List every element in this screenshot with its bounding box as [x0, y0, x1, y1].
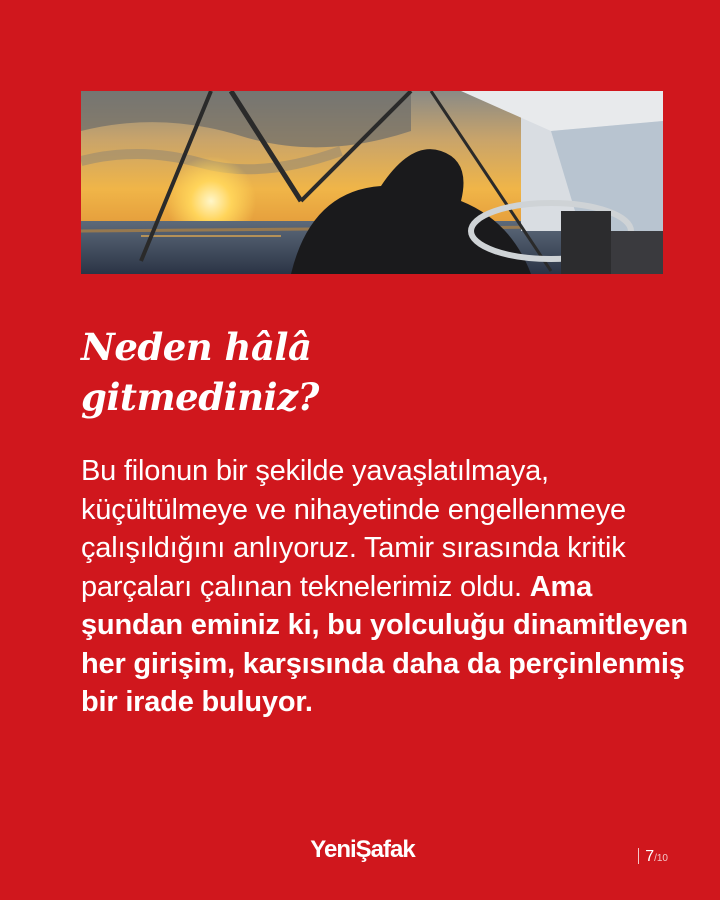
body-normal-text: Bu filonun bir şekilde yavaşlatılmaya, küçültülmeye ve nihayetinde engellenmeye çalışıldığını anlıyoruz. Tamir sırasında kritik parçaları çalınan teknelerimiz oldu.	[81, 455, 626, 603]
page-indicator	[638, 848, 668, 866]
page-total: /10	[654, 853, 668, 864]
body-paragraph	[81, 452, 696, 722]
brand-logo: YeniŞafak	[310, 836, 415, 863]
headline	[81, 322, 641, 422]
body-bold-text: Ama şundan eminiz ki, bu yolculuğu dinamitleyen her girişim, karşısında daha da perçinlenmiş bir irade buluyor.	[81, 570, 688, 718]
headline-line-2: gitmediniz?	[81, 375, 319, 419]
headline-line-1: Neden hâlâ	[81, 325, 312, 369]
page-current: 7	[645, 848, 655, 865]
pager-divider	[638, 848, 639, 864]
sailboat-photo	[81, 91, 663, 274]
